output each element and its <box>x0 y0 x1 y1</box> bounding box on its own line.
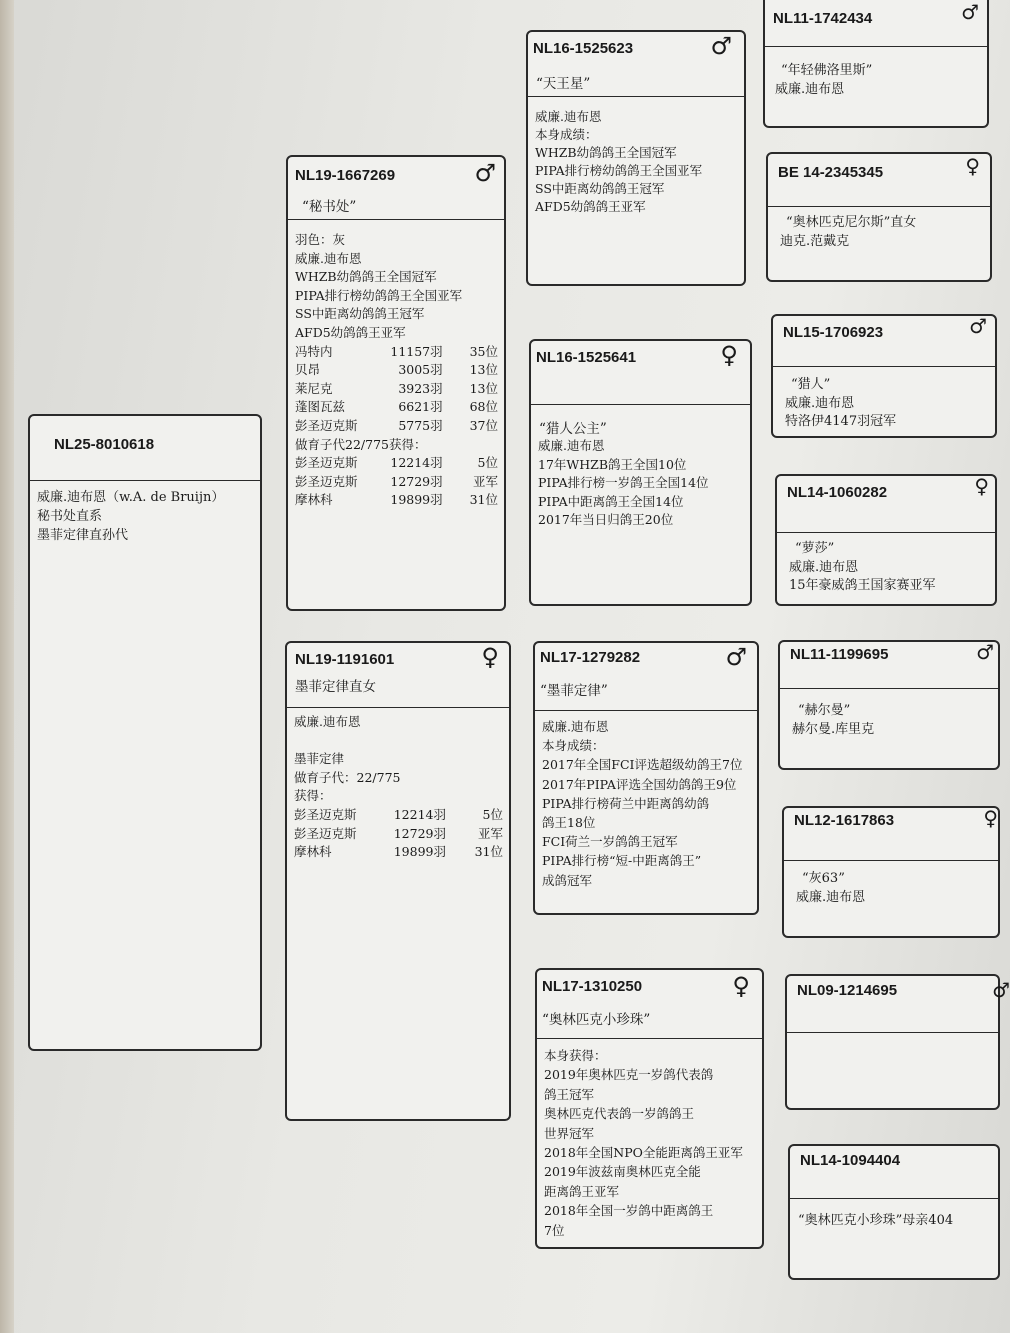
subject-card <box>28 414 262 1051</box>
pigeon-name: “秘书处” <box>302 199 357 215</box>
card-details <box>780 214 984 251</box>
card-details <box>798 1212 992 1231</box>
detail-line: 7位 <box>544 1222 565 1238</box>
result-row: 彭圣迈克斯 5775羽 37位 <box>295 417 498 433</box>
detail-line: PIPA排行榜幼鸽鸽王全国亚军 <box>535 163 703 178</box>
male-symbol-icon: ♂ <box>710 32 732 60</box>
male-symbol-icon: ♂ <box>969 314 987 338</box>
result-row: 贝昂 3005羽 13位 <box>295 362 498 378</box>
card-details <box>775 62 981 99</box>
female-symbol-icon: ♀ <box>481 643 499 671</box>
detail-line: 做育子代22/775获得： <box>295 436 427 452</box>
detail-line: 威廉.迪布恩 <box>542 719 609 734</box>
card-details <box>37 488 254 545</box>
result-row: 蓬图瓦兹 6621羽 68位 <box>295 399 498 415</box>
dam-card <box>285 641 511 1121</box>
detail-line: “萝莎” <box>795 541 835 556</box>
card-details <box>544 1046 756 1240</box>
ring-number: NL15-1706923 <box>783 324 884 341</box>
card-details <box>789 540 989 596</box>
male-symbol-icon: ♂ <box>474 159 496 187</box>
result-row: 彭圣迈克斯 12729羽 亚军 <box>294 825 503 841</box>
male-symbol-icon: ♂ <box>725 643 747 671</box>
great-grandparent-card-2 <box>766 152 992 282</box>
card-details <box>538 437 744 530</box>
detail-line: 墨菲定律 <box>294 751 345 767</box>
result-row: 冯特内 11157羽 35位 <box>295 343 498 359</box>
detail-line: 2017年PIPA评选全国幼鸽鸽王9位 <box>542 776 737 792</box>
sire-card <box>286 155 506 611</box>
detail-line: 威廉.迪布恩 <box>796 889 866 905</box>
dam-dam-card <box>535 968 764 1249</box>
ring-number: NL17-1310250 <box>542 978 643 995</box>
detail-line: PIPA排行榜一岁鸽王全国14位 <box>538 475 709 491</box>
detail-line: 成鸽冠军 <box>542 872 593 888</box>
great-grandparent-card-3 <box>771 314 997 438</box>
card-details <box>785 376 989 432</box>
detail-line: 威廉.迪布恩 <box>295 250 362 266</box>
detail-line: 威廉.迪布恩 <box>785 395 855 411</box>
detail-line: 奥林匹克代表鸽一岁鸽鸽王 <box>544 1106 695 1122</box>
ring-number: NL19-1191601 <box>295 651 395 668</box>
detail-line: 本身成绩： <box>535 127 598 142</box>
page-edge <box>0 0 14 1333</box>
male-symbol-icon: ♂ <box>976 640 994 664</box>
detail-line: PIPA排行榜荷兰中距离鸽幼鸽 <box>542 795 710 811</box>
great-grandparent-card-6 <box>782 806 1000 938</box>
detail-line: “奥林匹克尼尔斯”直女 <box>786 215 917 230</box>
pigeon-name: “猎人公主” <box>539 421 607 437</box>
detail-line: 世界冠军 <box>544 1125 595 1141</box>
pigeon-name: 墨菲定律直女 <box>295 679 376 695</box>
male-symbol-icon: ♂ <box>961 0 979 24</box>
card-details <box>542 717 751 890</box>
detail-line: SS中距离幼鸽鸽王冠军 <box>295 306 425 322</box>
detail-line: 获得： <box>294 788 332 804</box>
detail-line: 做育子代：22/775 <box>294 769 401 785</box>
detail-line: 鸽王冠军 <box>544 1086 595 1102</box>
detail-line: 2017年当日归鸽王20位 <box>538 512 674 528</box>
detail-line: 2017年全国FCI评选超级幼鸽王7位 <box>542 757 743 773</box>
female-symbol-icon: ♀ <box>974 474 989 498</box>
detail-line: WHZB幼鸽鸽王全国冠军 <box>535 145 677 160</box>
great-grandparent-card-1 <box>763 0 989 128</box>
pigeon-name: “墨菲定律” <box>540 683 608 699</box>
detail-line: 赫尔曼.库里克 <box>792 721 875 737</box>
detail-line: AFD5幼鸽鸽王亚军 <box>295 324 406 340</box>
detail-line: “猎人” <box>791 377 831 392</box>
ring-number: NL19-1667269 <box>295 167 396 184</box>
detail-line: 距离鸽王亚军 <box>544 1183 620 1199</box>
ring-number: BE 14-2345345 <box>778 164 884 181</box>
card-details <box>792 702 992 739</box>
ring-number: NL09-1214695 <box>797 982 898 999</box>
dam-sire-card <box>533 641 759 915</box>
sire-dam-card <box>529 339 752 606</box>
ring-number: NL17-1279282 <box>540 649 641 666</box>
great-grandparent-card-8 <box>788 1144 1000 1280</box>
female-symbol-icon: ♀ <box>720 341 738 369</box>
detail-line: “赫尔曼” <box>798 703 851 718</box>
ring-number: NL12-1617863 <box>794 812 895 829</box>
detail-line <box>294 732 503 751</box>
detail-line: PIPA中距离鸽王全国14位 <box>538 493 684 509</box>
detail-line: 本身成绩： <box>542 738 605 754</box>
detail-line: 2018年全国一岁鸽中距离鸽王 <box>544 1203 714 1219</box>
detail-line: 2018年全国NPO全能距离鸽王亚军 <box>544 1145 743 1161</box>
card-details <box>294 713 503 862</box>
female-symbol-icon: ♀ <box>983 806 998 830</box>
detail-line: FCI荷兰一岁鸽鸽王冠军 <box>542 834 678 850</box>
detail-line: 秘书处直系 <box>37 509 103 524</box>
ring-number: NL11-1199695 <box>790 646 889 663</box>
result-row: 彭圣迈克斯 12214羽 5位 <box>294 806 503 822</box>
detail-line: 羽色：灰 <box>295 232 346 247</box>
result-row: 摩林科 19899羽 31位 <box>295 492 498 508</box>
detail-line: 2019年波兹南奥林匹克全能 <box>544 1164 701 1180</box>
detail-line: PIPA排行榜“短-中距离鸽王” <box>542 853 702 869</box>
ring-number: NL16-1525641 <box>536 349 637 366</box>
ring-number: NL25-8010618 <box>54 436 155 453</box>
sire-sire-card <box>526 30 746 286</box>
ring-number: NL14-1094404 <box>800 1152 901 1169</box>
detail-line: 威廉.迪布恩 <box>294 714 361 729</box>
great-grandparent-card-4 <box>775 474 997 606</box>
detail-line: 17年WHZB鸽王全国10位 <box>538 456 687 472</box>
male-symbol-icon: ♂ <box>992 978 1010 1002</box>
detail-line: 威廉.迪布恩 <box>775 81 845 97</box>
result-row: 莱尼克 3923羽 13位 <box>295 380 498 396</box>
detail-line: 威廉.迪布恩 <box>789 559 859 575</box>
card-details <box>295 231 498 510</box>
result-row: 彭圣迈克斯 12729羽 亚军 <box>295 473 498 489</box>
detail-line: “灰63” <box>802 871 845 886</box>
detail-line: “奥林匹克小珍珠”母亲404 <box>798 1213 954 1228</box>
great-grandparent-card-5 <box>778 640 1000 770</box>
detail-line: 威廉.迪布恩 <box>535 109 602 124</box>
pigeon-name: “天王星” <box>536 76 591 92</box>
card-details <box>796 870 992 907</box>
pigeon-name: “奥林匹克小珍珠” <box>542 1012 651 1028</box>
female-symbol-icon: ♀ <box>732 972 750 1000</box>
result-row: 彭圣迈克斯 12214羽 5位 <box>295 455 498 471</box>
detail-line: 2019年奥林匹克一岁鸽代表鸽 <box>544 1067 714 1083</box>
detail-line: 威廉.迪布恩（w.A. de Bruijn） <box>37 490 225 505</box>
detail-line: 本身获得： <box>544 1048 607 1063</box>
detail-line: 迪克.范戴克 <box>780 233 850 249</box>
detail-line: AFD5幼鸽鸽王亚军 <box>535 199 646 214</box>
detail-line: 15年豪威鸽王国家赛亚军 <box>789 578 936 594</box>
detail-line: “年轻佛洛里斯” <box>781 63 873 78</box>
card-details <box>535 108 738 216</box>
detail-line: SS中距离幼鸽鸽王冠军 <box>535 181 665 196</box>
female-symbol-icon: ♀ <box>965 154 980 178</box>
great-grandparent-card-7 <box>785 974 1010 1110</box>
detail-line: 鸽王18位 <box>542 815 596 831</box>
detail-line: 墨菲定律直孙代 <box>37 528 129 543</box>
detail-line: WHZB幼鸽鸽王全国冠军 <box>295 269 437 285</box>
result-row: 摩林科 19899羽 31位 <box>294 844 503 860</box>
ring-number: NL11-1742434 <box>773 10 873 27</box>
detail-line: 威廉.迪布恩 <box>538 438 605 453</box>
detail-line: PIPA排行榜幼鸽鸽王全国亚军 <box>295 287 463 303</box>
ring-number: NL16-1525623 <box>533 40 634 57</box>
ring-number: NL14-1060282 <box>787 484 888 501</box>
detail-line: 特洛伊4147羽冠军 <box>785 414 897 430</box>
